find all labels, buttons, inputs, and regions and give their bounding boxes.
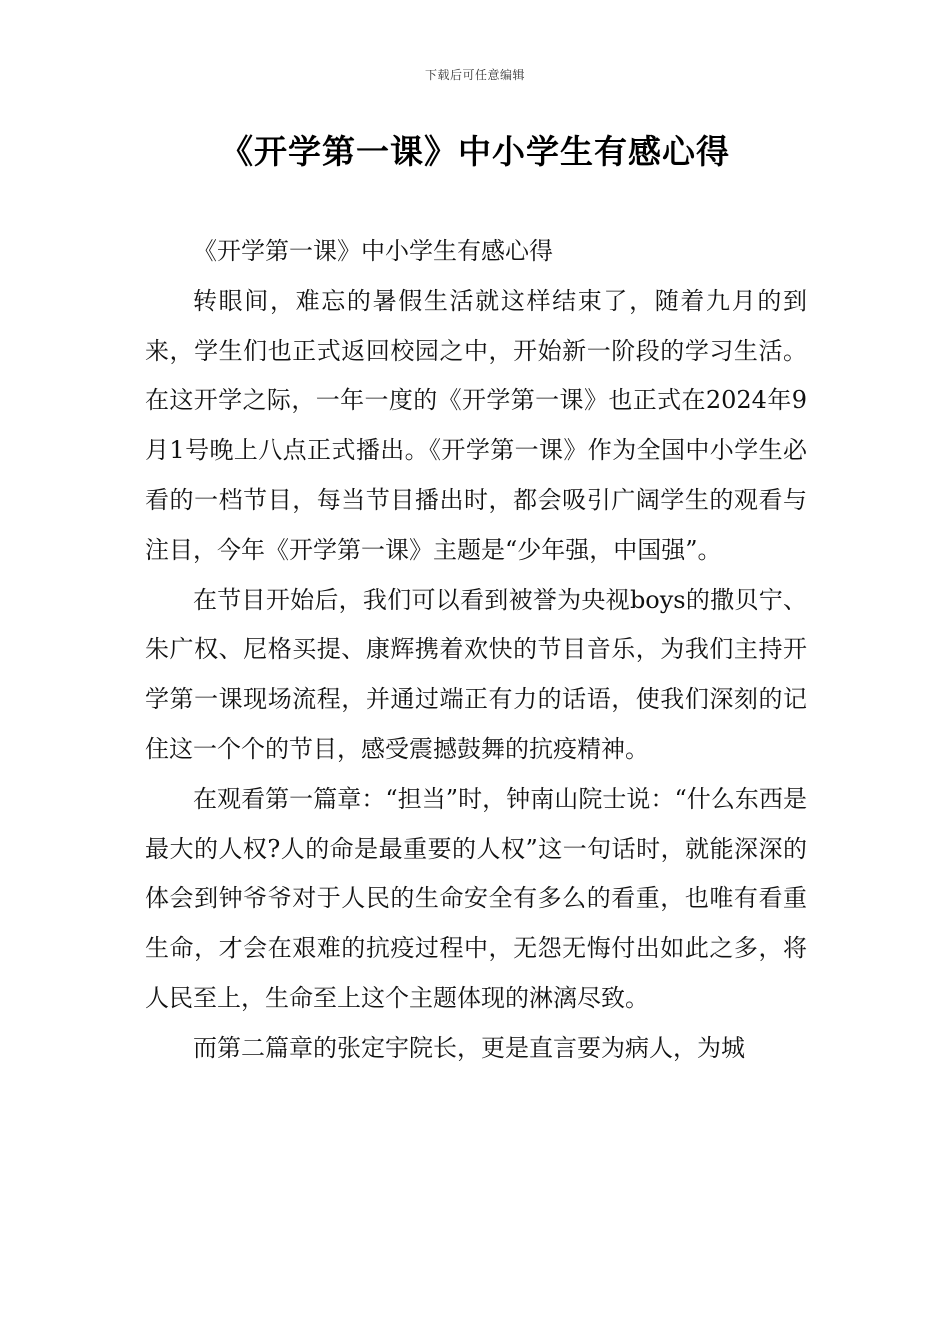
body-paragraph: 转眼间，难忘的暑假生活就这样结束了，随着九月的到来，学生们也正式返回校园之中，开始新一阶段的学习生活。在这开学之际，一年一度的《开学第一课》也正式在2024年9月1号晚上八点正式播出。《开学第一课》作为全国中小学生必看的一档节目，每当节目播出时，都会吸引广阔学生的观看与注目，今年《开学第一课》主题是“少年强，中国强”。 <box>145 286 807 564</box>
body-paragraph: 在节目开始后，我们可以看到被誉为央视boys的撒贝宁、朱广权、尼格买提、康辉携着欢快的节目音乐，为我们主持开学第一课现场流程，并通过端正有力的话语，使我们深刻的记住这一个个的节目，感受震撼鼓舞的抗疫精神。 <box>145 585 807 763</box>
body-paragraph-subtitle: 《开学第一课》中小学生有感心得 <box>193 237 553 265</box>
document-title: 《开学第一课》中小学生有感心得 <box>220 132 730 171</box>
body-paragraph: 而第二篇章的张定宇院长，更是直言要为病人，为城 <box>193 1033 745 1062</box>
body-paragraph: 在观看第一篇章：“担当”时，钟南山院士说：“什么东西是最大的人权?人的命是最重要的人权”这一句话时，就能深深的体会到钟爷爷对于人民的生命安全有多么的看重，也唯有看重生命，才会在艰难的抗疫过程中，无怨无悔付出如此之多，将人民至上，生命至上这个主题体现的淋漓尽致。 <box>145 784 807 1012</box>
document-body <box>145 227 807 1074</box>
page-header: 下载后可任意编辑 <box>424 68 525 82</box>
